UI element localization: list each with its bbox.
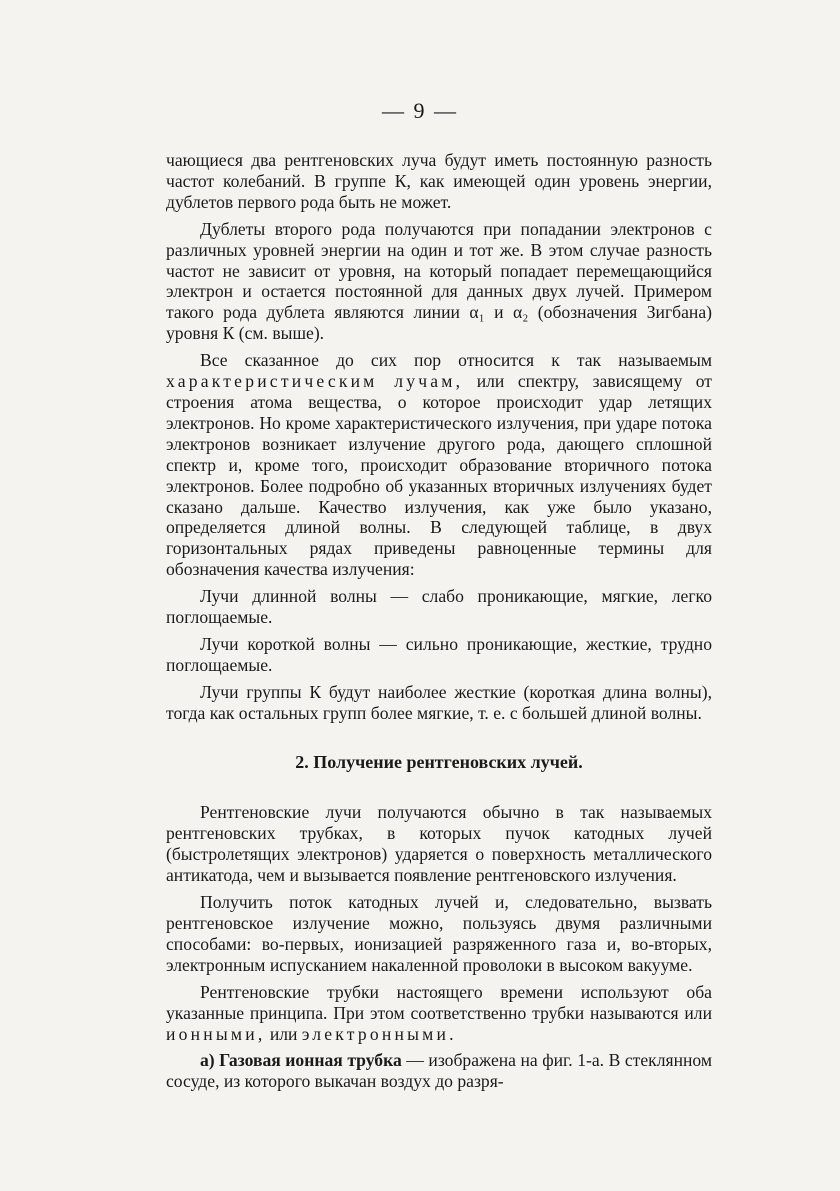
tube-types-or: или: [269, 1023, 298, 1044]
paragraph-doublet-first-kind-end: чающиеся два рентгеновских луча будут иметь постоянную разность частот колебаний. В группе К, как имеющей один уровень энергии, дублетов первого рода быть не может.: [166, 150, 712, 212]
characteristic-rays-intro: Все сказанное до сих пор относится к так называемым: [200, 350, 712, 371]
electron-tube-term: электронными.: [301, 1023, 457, 1044]
paragraph-cathode-ray-methods: Получить поток катодных лучей и, следовательно, вызвать рентгеновское излучение можно, пользуясь двумя различными способами: во-первых, ионизацией разряженного газа и, во-вторых, электронным испусканием накаленной проволоки в высоком вакууме.: [166, 892, 712, 975]
paragraph-gas-ion-tube: [166, 1050, 712, 1092]
characteristic-rays-term: характеристическим лучам,: [166, 371, 464, 392]
ion-tube-term: ионными,: [166, 1023, 266, 1044]
characteristic-rays-rest: или спектру, зависящему от строения атома вещества, о которое происходит удар летящих электронов. Но кроме характеристического излучения, при ударе потока электронов возникает излучение другого рода, дающего сплошной спектр и, кроме того, происходит образование вторичного потока электронов. Более подробно об указанных вторичных излучениях будет сказано дальше. Качество излучения, как уже было указано, определяется длиной волны. В следующей таблице, в двух горизонтальных рядах приведены равноценные термины для обозначения качества излучения:: [166, 371, 712, 580]
paragraph-k-group-rays: Лучи группы К будут наиболее жесткие (короткая длина волны), тогда как остальных групп более мягкие, т. е. с большей длиной волны.: [166, 681, 712, 723]
gas-ion-tube-description: — изображена на фиг. 1-а. В стеклянном сосуде, из которого выкачан воздух до разря-: [166, 1050, 712, 1092]
paragraph-short-wave-rays: Лучи короткой волны — сильно проникающие, жесткие, трудно поглощаемые.: [166, 633, 712, 675]
paragraph-tube-types: [166, 982, 712, 1045]
paragraph-x-ray-tubes: Рентгеновские лучи получаются обычно в так называемых рентгеновских трубках, в которых пучок катодных лучей (быстролетящих электронов) ударяется о поверхность металлического антикатода, чем и вызывается появление рентгеновского излучения.: [166, 802, 712, 886]
body-text: [166, 150, 712, 1092]
page-number: — 9 —: [382, 98, 458, 123]
tube-types-intro: Рентгеновские трубки настоящего времени используют оба указанные принципа. При этом соответственно трубки называются или: [166, 981, 712, 1023]
paragraph-characteristic-rays: [166, 350, 712, 580]
paragraph-long-wave-rays: Лучи длинной волны — слабо проникающие, мягкие, легко поглощаемые.: [166, 586, 712, 628]
gas-ion-tube-heading: а) Газовая ионная трубка: [200, 1050, 402, 1071]
section-heading: 2. Получение рентгеновских лучей.: [295, 751, 583, 772]
paragraph-doublets-second-kind: Дублеты второго рода получаются при попадании электронов с различных уровней энергии на один и тот же. В этом случае разность частот не зависит от уровня, на который попадает перемещающийся электрон и остается постоянной для данных двух лучей. Примером такого рода дублета являются линии α₁ и α₂ (обозначения Зигбана) уровня К (см. выше).: [166, 218, 712, 344]
